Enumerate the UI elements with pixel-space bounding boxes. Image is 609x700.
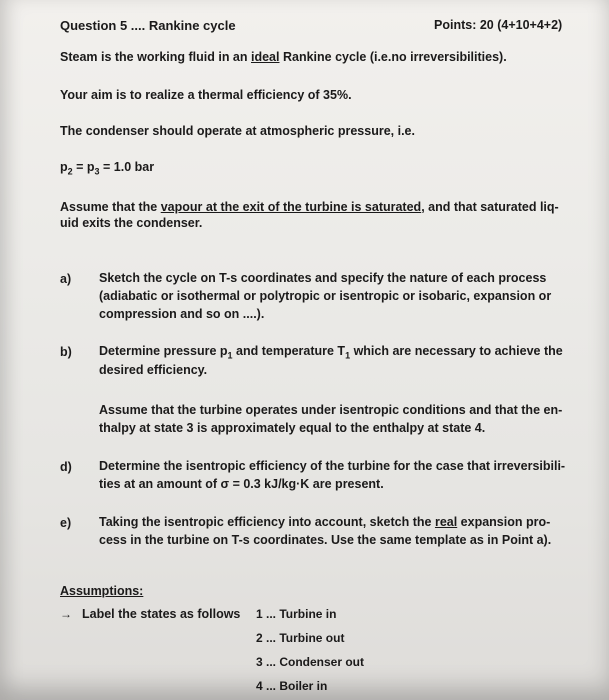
assumptions-heading: Assumptions:	[60, 584, 144, 598]
ideal-emphasis: ideal	[251, 50, 280, 64]
assumption-line-1-text: Assume that the	[60, 200, 161, 214]
arrow-icon: →	[60, 607, 72, 621]
item-b-label: b)	[60, 345, 72, 359]
label-states-text: Label the states as follows	[82, 607, 241, 621]
assumption-line-2: uid exits the condenser.	[60, 216, 203, 230]
item-b-text-2: and temperature T	[232, 344, 346, 358]
item-b-text-3: which are necessary to achieve the	[350, 344, 563, 358]
intro-line-3: The condenser should operate at atmospheric pressure, i.e.	[60, 124, 415, 138]
points-label: Points: 20 (4+10+4+2)	[434, 18, 563, 32]
item-a-line-3: compression and so on ....).	[99, 307, 265, 321]
intro-line-2: Your aim is to realize a thermal efficiency of 35%.	[60, 88, 352, 102]
item-a-line-2: (adiabatic or isothermal or polytropic or isentropic or isobaric, expansion or	[99, 289, 552, 303]
item-b-line-2: desired efficiency.	[99, 363, 208, 377]
item-e-line-1	[99, 514, 550, 531]
pressure-equation	[60, 160, 154, 177]
intro-line-1-rest: Rankine cycle (i.e.no irreversibilities).	[279, 50, 507, 64]
real-emphasis: real	[434, 515, 458, 529]
item-e-line-2: cess in the turbine on T-s coordinates. Use the same template as in Point a).	[99, 533, 552, 547]
item-d-line-2: ties at an amount of σ = 0.3 kJ/kg·K are present.	[99, 477, 384, 491]
question-title: Question 5 .... Rankine cycle	[60, 18, 236, 33]
intro-line-1	[60, 50, 507, 64]
state-4: 4 ... Boiler in	[256, 679, 328, 693]
state-2: 2 ... Turbine out	[256, 631, 345, 645]
pressure-value: = 1.0 bar	[99, 160, 155, 174]
equals-p: = p	[72, 160, 95, 174]
note-line-2: thalpy at state 3 is approximately equal to the enthalpy at state 4.	[99, 421, 486, 435]
item-d-label: d)	[60, 460, 72, 474]
saturated-vapour-underlined: vapour at the exit of the turbine is saturated	[160, 200, 422, 214]
subscript-3: 3	[94, 166, 100, 177]
intro-line-1-text: Steam is the working fluid in an	[60, 50, 251, 64]
item-b-subscript-t: 1	[345, 350, 351, 361]
assumption-line-1-rest: , and that saturated liq-	[421, 200, 559, 214]
state-3: 3 ... Condenser out	[256, 655, 365, 669]
p-symbol: p	[60, 160, 68, 174]
item-a-line-1: Sketch the cycle on T-s coordinates and specify the nature of each process	[99, 271, 547, 285]
state-1: 1 ... Turbine in	[256, 607, 337, 621]
item-b-text-1: Determine pressure p	[99, 344, 228, 358]
subscript-2: 2	[67, 166, 73, 177]
item-a-label: a)	[60, 272, 72, 286]
note-line-1: Assume that the turbine operates under isentropic conditions and that the en-	[99, 403, 563, 417]
assumption-line-1	[60, 200, 559, 214]
item-d-line-1: Determine the isentropic efficiency of the turbine for the case that irreversibili-	[99, 459, 566, 473]
item-e-text-1: Taking the isentropic efficiency into account, sketch the	[99, 515, 435, 529]
item-e-label: e)	[60, 516, 72, 530]
item-e-text-2: expansion pro-	[457, 515, 551, 529]
item-b-subscript-p: 1	[227, 350, 233, 361]
